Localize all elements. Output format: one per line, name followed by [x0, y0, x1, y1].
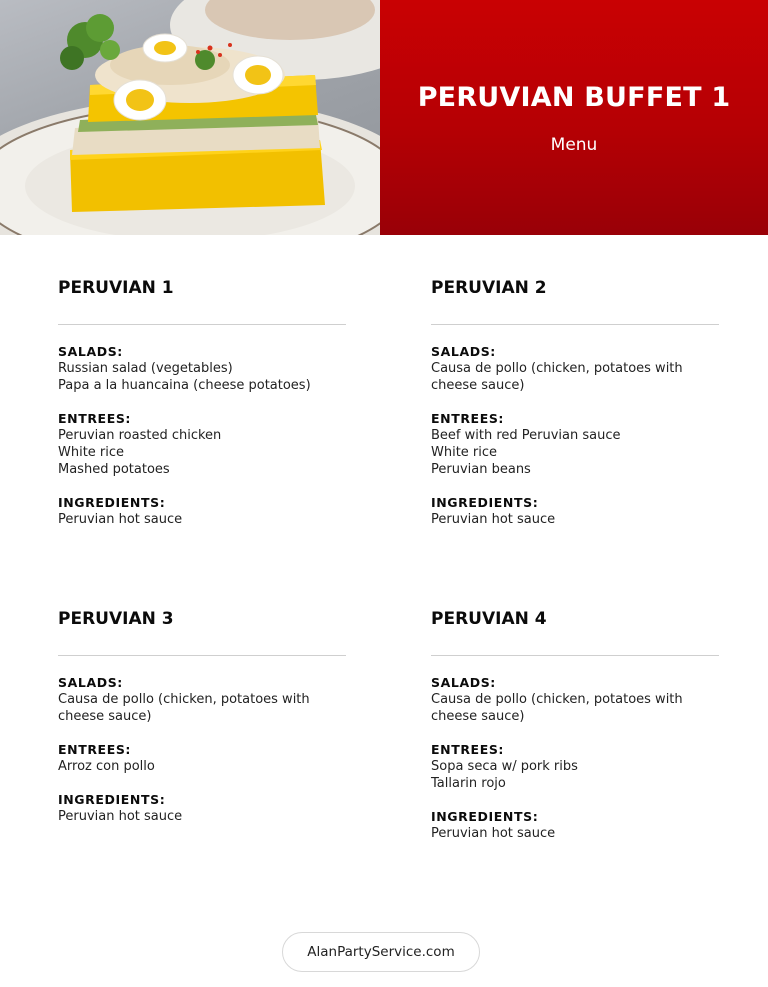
entrees-group	[58, 410, 346, 478]
group-label: INGREDIENTS:	[58, 792, 166, 807]
header	[0, 0, 768, 235]
divider	[58, 324, 346, 325]
menu-item: Peruvian hot sauce	[58, 809, 183, 824]
menu-item: Sopa seca w/ pork ribs	[431, 759, 578, 774]
menu-item: Peruvian hot sauce	[58, 512, 183, 527]
entrees-group	[58, 741, 346, 775]
group-label: INGREDIENTS:	[431, 809, 539, 824]
menu-item: Tallarin rojo	[431, 776, 506, 791]
page-subtitle: Menu	[550, 135, 598, 155]
divider	[431, 655, 719, 656]
group-label: SALADS:	[58, 675, 123, 690]
entrees-group	[431, 410, 719, 478]
group-label: ENTREES:	[58, 411, 132, 426]
section-title: PERUVIAN 3	[58, 609, 174, 629]
group-label: ENTREES:	[58, 742, 132, 757]
menu-item: White rice	[431, 445, 498, 460]
section-title: PERUVIAN 2	[431, 278, 547, 298]
title-banner	[380, 0, 768, 235]
ingredients-group	[431, 808, 719, 842]
website-link[interactable]: AlanPartyService.com	[282, 932, 480, 972]
section-title: PERUVIAN 4	[431, 609, 547, 629]
salads-group	[431, 674, 719, 725]
salads-group	[431, 343, 719, 394]
causa-dish-photo	[0, 0, 380, 235]
menu-section-peruvian-2	[431, 276, 719, 528]
divider	[431, 324, 719, 325]
group-label: ENTREES:	[431, 411, 505, 426]
group-label: SALADS:	[58, 344, 123, 359]
group-label: INGREDIENTS:	[58, 495, 166, 510]
menu-item: Beef with red Peruvian sauce	[431, 428, 621, 443]
ingredients-group	[58, 494, 346, 528]
menu-section-peruvian-4	[431, 607, 719, 842]
menu-item: Peruvian hot sauce	[431, 826, 556, 841]
menu-item: Peruvian hot sauce	[431, 512, 556, 527]
salads-group	[58, 674, 346, 725]
ingredients-group	[431, 494, 719, 528]
menu-item: Russian salad (vegetables)	[58, 361, 233, 376]
ingredients-group	[58, 791, 346, 825]
group-label: SALADS:	[431, 344, 496, 359]
group-label: SALADS:	[431, 675, 496, 690]
menu-item: White rice	[58, 445, 125, 460]
group-label: INGREDIENTS:	[431, 495, 539, 510]
salads-group	[58, 343, 346, 394]
menu-section-peruvian-1	[58, 276, 346, 528]
menu-item: Arroz con pollo	[58, 759, 155, 774]
menu-item: Mashed potatoes	[58, 462, 170, 477]
entrees-group	[431, 741, 719, 792]
menu-item: Peruvian roasted chicken	[58, 428, 222, 443]
divider	[58, 655, 346, 656]
menu-item: Papa a la huancaina (cheese potatoes)	[58, 378, 311, 393]
group-label: ENTREES:	[431, 742, 505, 757]
menu-section-peruvian-3	[58, 607, 346, 825]
menu-item: Causa de pollo (chicken, potatoes with	[58, 692, 310, 707]
page-title: PERUVIAN BUFFET 1	[417, 82, 731, 113]
menu-item: cheese sauce)	[431, 709, 525, 724]
menu-item: cheese sauce)	[58, 709, 152, 724]
section-title: PERUVIAN 1	[58, 278, 174, 298]
menu-item: cheese sauce)	[431, 378, 525, 393]
menu-item: Causa de pollo (chicken, potatoes with	[431, 692, 683, 707]
menu-item: Causa de pollo (chicken, potatoes with	[431, 361, 683, 376]
menu-item: Peruvian beans	[431, 462, 531, 477]
